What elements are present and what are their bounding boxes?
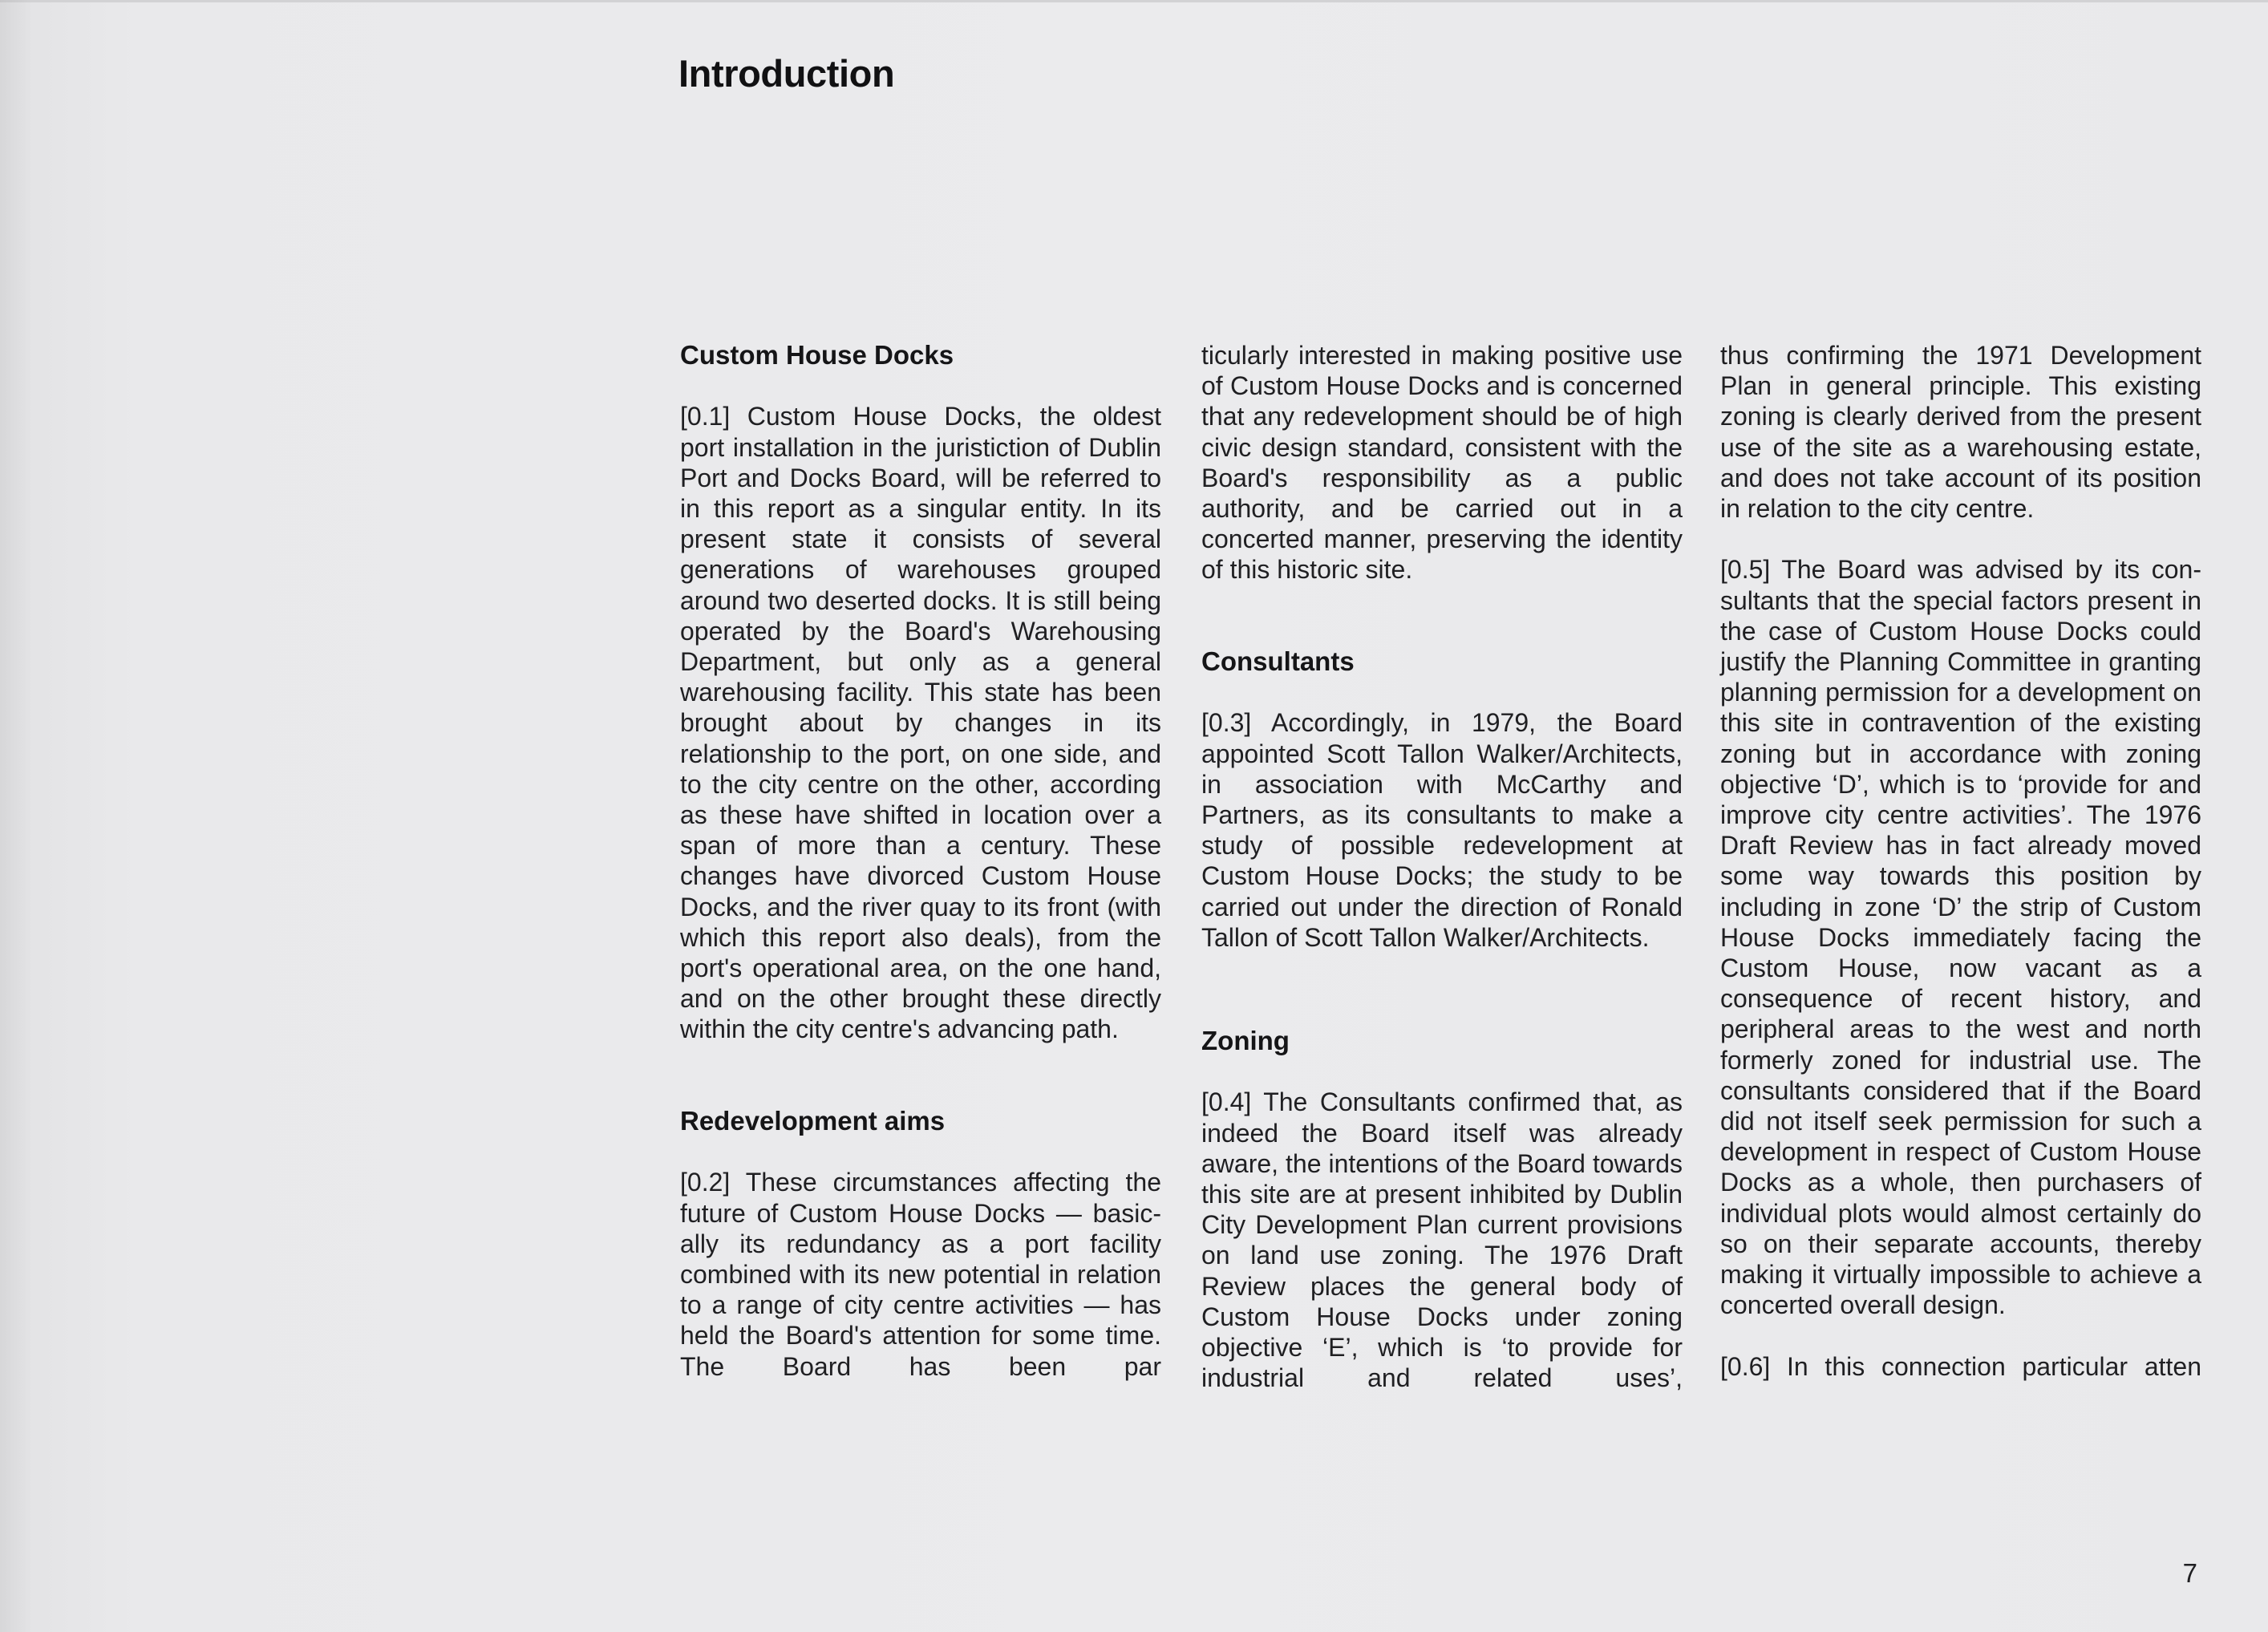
paragraph-0-5: [0.5] The Board was advised by its consultants that the special factors present in the case of Custom House Docks could justify the Planning Committee in granting planning permission for a development on this site in contravention of the existing zoning but in accordance with zoning objective ‘D’, which is to ‘provide for and improve city centre activities’. The 1976 Draft Review has in fact already moved some way towards this position by including in zone ‘D’ the strip of Custom House Docks immediately facing the Custom House, now vacant as a consequence of recent history, and peripheral areas to the west and north formerly zoned for industrial use. The consultants considered that if the Board did not itself seek permission for such a development in respect of Custom House Docks as a whole, then purchasers of individual plots would almost certainly do so on their separate accounts, thereby making it virtually impossible to achieve a concerted overall design. [1720,555,2201,1320]
paragraph-0-3: [0.3] Accordingly, in 1979, the Board appointed Scott Tallon Walker/Architects, in association with McCarthy and Partners, as its consultants to make a study of possible redevelopment at Custom House Docks; the study to be carried out under the direction of Ronald Tallon of Scott Tallon Walker/Architects. [1201,708,1683,952]
section-heading-consultants: Consultants [1201,646,1355,677]
paragraph-0-6-start: [0.6] In this connection particular atten [1720,1351,2201,1381]
text-column-1 [680,340,1161,1382]
section-heading-custom-house-docks: Custom House Docks [680,340,954,370]
page-binding-shade [0,0,32,1632]
page-top-edge [0,0,2268,2]
text-column-3 [1720,340,2201,1382]
paragraph-0-1: [0.1] Custom House Docks, the oldest port installation in the juristiction of Dublin Port and Docks Board, will be referred to in this report as a singular entity. In its present state it consists of several generations of warehouses grouped around two deserted docks. It is still being operated by the Board's Warehousing Department, but only as a general warehousing facility. This state has been brought about by changes in its relationship to the port, on one side, and to the city centre on the other, according as these have shifted in location over a span of more than a century. These changes have divorced Custom House Docks, and the river quay to its front (with which this report also deals), from the port's operational area, on the one hand, and on the other brought these directly within the city centre's advancing path. [680,402,1161,1044]
paragraph-0-4-start: [0.4] The Consultants confirmed that, as indeed the Board itself was already aware, the intentions of the Board towards this site are at present inhibited by Dublin City Development Plan current provisions on land use zoning. The 1976 Draft Review places the general body of Custom House Docks under zoning objective ‘E’, which is ‘to provide for industrial and related uses’, [1201,1087,1683,1393]
section-heading-zoning: Zoning [1201,1026,1290,1056]
page-number: 7 [2182,1558,2197,1588]
section-heading-redevelopment-aims: Redevelopment aims [680,1106,946,1136]
paragraph-0-2-continued: ticularly interested in making positive use of Custom House Docks and is concerned that any redevelopment should be of high civic design standard, consistent with the Board's responsibility as a public authority, and be carried out in a concerted manner, preserving the identity of this historic site. [1201,341,1683,585]
text-column-2 [1201,340,1683,1393]
page-title: Introduction [678,52,895,95]
paragraph-0-4-continued: thus confirming the 1971 Development Plan in general principle. This existing zoning is clearly derived from the present use of the site as a warehousing estate, and does not take account of its position in relation to the city centre. [1720,341,2201,524]
paragraph-0-2-start: [0.2] These circumstances affecting the future of Custom House Docks — basically its redundancy as a port facility combined with its new potential in relation to a range of city centre activities — has held the Board's attention for some time. The Board has been par [680,1168,1161,1381]
